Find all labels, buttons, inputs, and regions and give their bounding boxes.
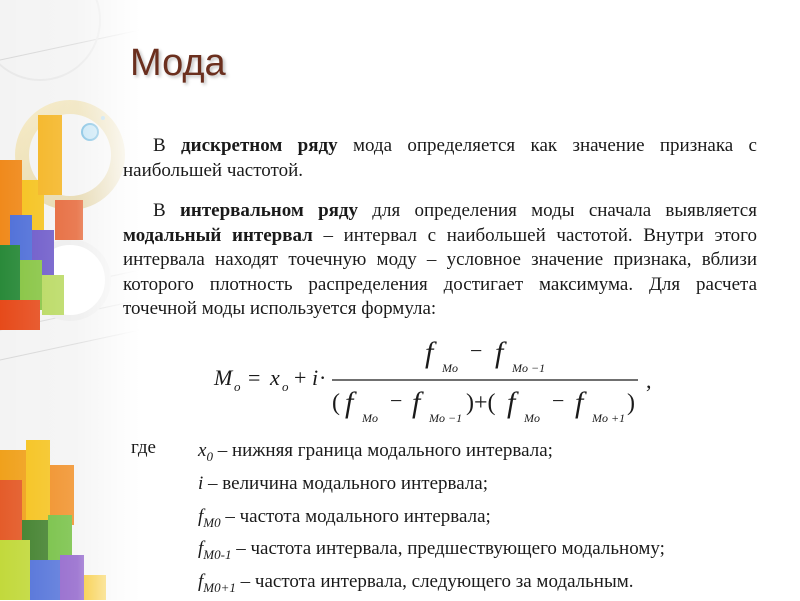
def-symbol-sub: M0	[203, 514, 221, 530]
para2-pre: В	[153, 200, 180, 221]
definition-i	[198, 470, 665, 503]
formula-den-f1-sub: Mo	[362, 411, 378, 425]
formula-den-f3-sub: Mo	[524, 411, 540, 425]
formula-M: M	[214, 365, 233, 390]
formula-den-f1: f	[345, 386, 354, 419]
def-text: – частота интервала, следующего за модальным.	[235, 571, 634, 593]
formula-den-f4-sub: Mo +1	[592, 411, 626, 425]
formula-den-mid: )+(	[466, 390, 496, 416]
formula-num-minus: −	[470, 338, 483, 363]
formula-plus: +	[294, 365, 307, 390]
paragraph-discrete	[123, 134, 757, 183]
para1-pre: В	[153, 135, 182, 156]
term-modal-interval: модальный интервал	[123, 224, 313, 246]
where-label: где	[131, 437, 156, 458]
def-text: – нижняя граница модального интервала;	[212, 440, 553, 461]
mode-formula	[190, 328, 670, 428]
definition-x0	[198, 437, 665, 470]
definition-fM0-minus-1	[198, 535, 665, 568]
formula-equals: =	[248, 365, 261, 390]
definitions-list	[198, 437, 665, 601]
formula-comma: ,	[646, 368, 652, 393]
decorative-sidebar	[0, 0, 140, 600]
definition-fM0	[198, 503, 665, 536]
term-discrete-series: дискретном ряду	[181, 135, 338, 156]
formula-den-minus1: −	[390, 388, 403, 413]
formula-num-f2: f	[495, 336, 504, 369]
para1-post: мода определяется как значение признака с наибольшей частотой.	[123, 135, 757, 181]
def-symbol-sub: M0-1	[203, 547, 232, 563]
def-text: – частота модального интервала;	[220, 505, 491, 527]
def-symbol: i	[198, 472, 204, 494]
formula-den-f2-sub: Mo −1	[429, 411, 463, 425]
formula-i: i	[312, 365, 319, 390]
definition-fM0-plus-1	[198, 568, 665, 601]
formula-M-sub: o	[234, 379, 241, 394]
def-symbol: f	[198, 505, 204, 527]
def-text: – частота интервала, предшествующего модальному;	[231, 538, 665, 560]
term-interval-series: интервальном ряду	[179, 200, 359, 221]
formula-x-sub: o	[282, 379, 289, 394]
def-symbol: x	[198, 440, 207, 461]
def-symbol-sub: M0+1	[203, 579, 236, 595]
formula-num-f2-sub: Mo −1	[512, 361, 546, 375]
def-symbol: f	[198, 538, 204, 560]
formula-num-f1: f	[425, 336, 434, 369]
def-symbol-sub: 0	[206, 448, 213, 464]
slide-title: Мода	[130, 42, 226, 84]
formula-den-f3: f	[507, 386, 516, 419]
formula-x: x	[270, 365, 280, 390]
formula-den-rparen: )	[627, 390, 635, 416]
def-text: – величина модального интервала;	[203, 472, 489, 494]
formula-den-f4: f	[575, 386, 584, 419]
para2-mid: для определения моды сначала выявляется	[358, 200, 757, 221]
formula-den-lparen: (	[332, 390, 340, 416]
formula-num-f1-sub: Mo	[442, 361, 458, 375]
paragraph-interval	[123, 199, 757, 322]
formula-den-f2: f	[412, 386, 421, 419]
def-symbol: f	[198, 571, 204, 593]
formula-den-minus2: −	[552, 388, 565, 413]
para2-post: – интервал с наибольшей частотой. Внутри этого интервала находят точечную моду – условное значение признака, вблизи которого плотность распределения достигает максимума. Для расчета точечной моды используется формула:	[123, 224, 757, 319]
formula-dot: ·	[319, 365, 327, 390]
